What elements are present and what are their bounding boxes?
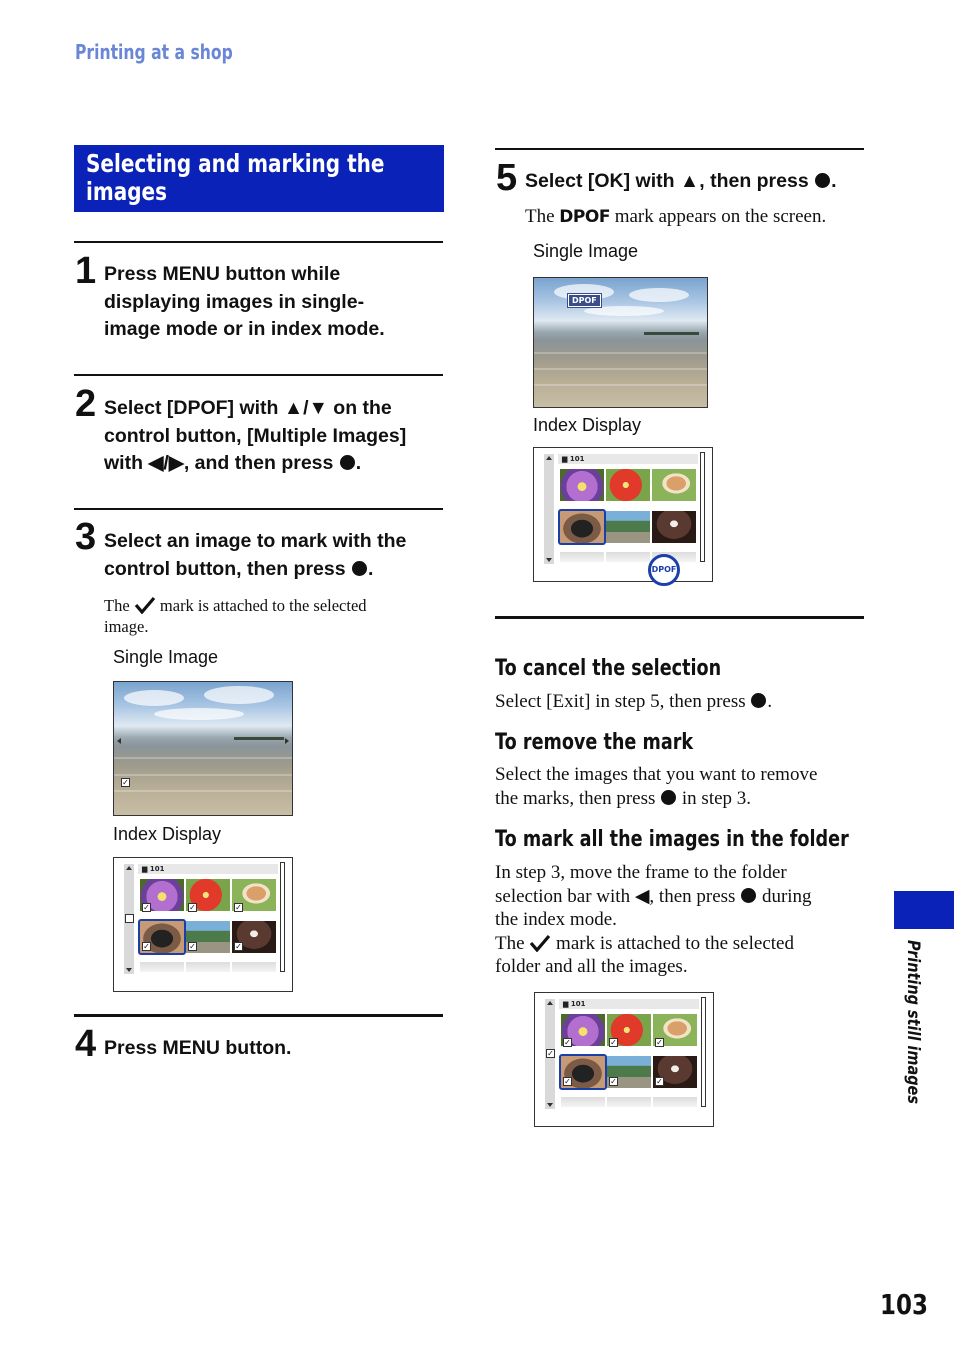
section-remove-text <box>495 763 865 810</box>
step-line-text: control button, then press <box>104 557 346 580</box>
index-display-screen: ▆ 101 ✓ ✓ ✓ ✓ ✓ ✓ <box>113 857 293 992</box>
dpof-mark-icon: DPOF <box>568 294 601 307</box>
step-line: displaying images in single- <box>104 290 365 313</box>
folder-icon: ▆ 101 <box>563 1000 586 1008</box>
caption-single-image: Single Image <box>113 647 219 667</box>
note-text: image. <box>104 617 149 636</box>
checkbox-icon: ✓ <box>122 778 129 787</box>
index-display-screen-folder: ✓ ▆ 101 ✓ ✓ ✓ ✓ ✓ ✓ <box>534 992 714 1127</box>
dpof-icon: DPOF <box>559 207 610 227</box>
section-mark-all-title: To mark all the images in the folder <box>495 827 849 852</box>
divider <box>74 508 443 510</box>
single-image-screen <box>113 681 293 816</box>
index-display-screen-dpof <box>533 447 713 582</box>
body-text: Select the images that you want to remove <box>495 764 818 785</box>
folder-checkbox-checked: ✓ <box>547 1049 554 1058</box>
step-1-text <box>104 261 385 344</box>
check-mark-icon <box>529 934 551 952</box>
divider <box>74 1014 443 1017</box>
section-cancel-text: Select [Exit] in step 5, then press . <box>495 691 773 712</box>
step-number-4: 4 <box>75 1023 97 1065</box>
body-text: in step 3. <box>681 787 752 809</box>
chapter-tab-label: Printing still images <box>903 940 923 1104</box>
note-text: The <box>525 206 555 227</box>
note-text: The <box>104 596 130 615</box>
circle-button-icon <box>815 173 830 188</box>
step-number-2: 2 <box>75 383 97 425</box>
section-remove-title: To remove the mark <box>495 730 694 755</box>
single-image-screen-dpof <box>533 277 708 408</box>
step-line: with ◀/▶, and then press . <box>104 452 362 474</box>
step-line: control button, then press . <box>104 557 374 580</box>
folder-number: 101 <box>570 1000 586 1008</box>
circle-button-icon <box>352 561 367 576</box>
body-text: Select [Exit] in step 5, then press <box>495 691 746 712</box>
step-3-note <box>104 595 434 637</box>
step-line-text: Select [OK] with ▲, then press <box>525 170 809 192</box>
step-line: image mode or in index mode. <box>104 318 385 340</box>
step-number-3: 3 <box>75 516 97 558</box>
page-title <box>86 150 384 206</box>
title-line-1: Selecting and marking the <box>86 149 385 178</box>
circle-button-icon <box>741 888 756 903</box>
divider <box>495 148 864 150</box>
note-text: mark appears on the screen. <box>614 206 827 227</box>
step-line: Select [DPOF] with ▲/▼ on the <box>104 397 392 419</box>
body-text: during <box>761 885 812 907</box>
circle-button-icon <box>751 693 766 708</box>
title-line-2: images <box>86 177 167 206</box>
step-line-text: with ◀/▶, and then press <box>104 452 334 474</box>
divider <box>74 374 443 376</box>
check-mark-icon <box>134 596 156 614</box>
divider <box>495 616 864 619</box>
folder-number: 101 <box>149 865 165 873</box>
body-text: mark is attached to the selected <box>556 932 794 954</box>
circle-button-icon <box>661 790 676 805</box>
body-text: folder and all the images. <box>495 956 688 977</box>
caption-single-image: Single Image <box>533 241 639 261</box>
folder-checkbox <box>125 914 134 923</box>
step-line: Select an image to mark with the <box>104 530 407 552</box>
step-3-text <box>104 528 406 583</box>
body-text: the index mode. <box>495 909 617 930</box>
body-text: In step 3, move the frame to the folder <box>495 862 787 883</box>
step-line: Press MENU button while <box>104 263 341 285</box>
step-line: control button, [Multiple Images] <box>104 424 407 447</box>
section-mark-all-text <box>495 861 865 979</box>
body-text: selection bar with ◀, then press <box>495 885 736 907</box>
dpof-badge-icon: DPOF <box>648 554 680 586</box>
step-4-text: Press MENU button. <box>104 1037 292 1059</box>
folder-number: 101 <box>569 455 585 463</box>
body-text: The <box>495 932 525 954</box>
section-header: Printing at a shop <box>75 40 233 64</box>
chapter-tab <box>894 891 954 929</box>
body-text: the marks, then press <box>495 787 656 809</box>
step-5-text: Select [OK] with ▲, then press . <box>525 170 837 192</box>
step-2-text <box>104 395 406 478</box>
divider <box>74 241 443 243</box>
note-text: mark is attached to the selected <box>159 596 367 615</box>
circle-button-icon <box>340 455 355 470</box>
right-arrow-icon <box>285 738 289 744</box>
step-5-note <box>525 205 826 230</box>
folder-icon: ▆ 101 <box>562 455 585 463</box>
step-number-1: 1 <box>75 250 97 292</box>
step-number-5: 5 <box>496 157 518 199</box>
left-arrow-icon <box>117 738 121 744</box>
page-number: 103 <box>880 1288 928 1321</box>
caption-index-display: Index Display <box>533 415 642 435</box>
section-cancel-title: To cancel the selection <box>495 656 722 681</box>
folder-icon: ▆ 101 <box>142 865 165 873</box>
caption-index-display: Index Display <box>113 824 222 844</box>
